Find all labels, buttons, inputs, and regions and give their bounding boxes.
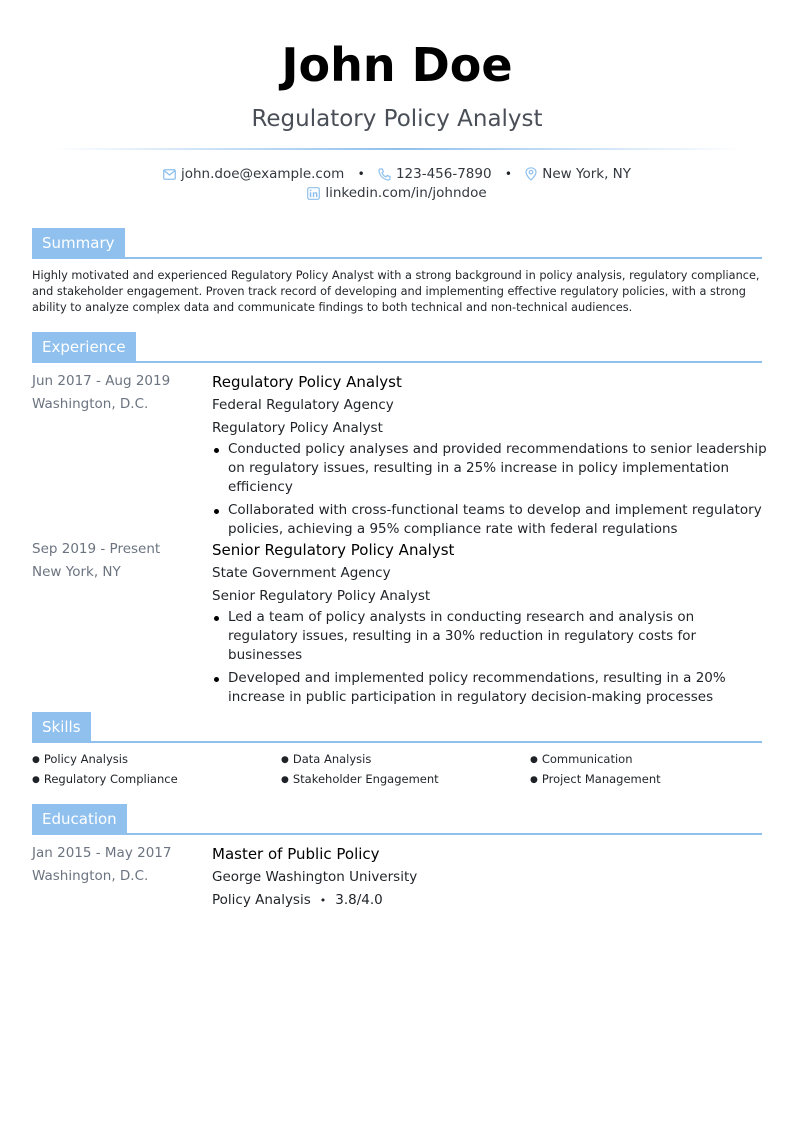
experience-role: Regulatory Policy Analyst xyxy=(212,373,402,391)
section-title: Experience xyxy=(32,332,136,363)
skill-item: ● Stakeholder Engagement xyxy=(281,772,439,786)
experience-company: Federal Regulatory Agency xyxy=(212,397,394,413)
email-text: john.doe@example.com xyxy=(180,166,345,182)
section-title: Skills xyxy=(32,712,91,743)
section-experience-header xyxy=(32,332,762,363)
contact-row-2 xyxy=(0,185,794,201)
skill-item: ● Project Management xyxy=(530,772,661,786)
map-pin-icon xyxy=(525,167,537,181)
linkedin-icon xyxy=(307,187,320,200)
education-meta xyxy=(212,889,767,912)
education-dates: Jan 2015 - May 2017 xyxy=(32,845,172,861)
separator-dot: • xyxy=(319,894,327,907)
contact-linkedin[interactable] xyxy=(307,185,486,201)
separator-dot: • xyxy=(504,167,512,181)
skill-item: ● Communication xyxy=(530,752,633,766)
experience-location: New York, NY xyxy=(32,564,121,580)
education-school: George Washington University xyxy=(212,869,418,885)
section-summary-header xyxy=(32,228,762,259)
experience-dates: Jun 2017 - Aug 2019 xyxy=(32,373,171,389)
summary-text: Highly motivated and experienced Regulatory Policy Analyst with a strong background in policy analysis, regulatory compliance, and stakeholder engagement. Proven track record of developing and implementing effective regulatory policies, with a strong ability to analyze complex data and communicate findings to both technical and non-technical audiences. xyxy=(32,269,760,314)
header-divider xyxy=(52,148,742,150)
mail-icon xyxy=(163,169,176,180)
location-text: New York, NY xyxy=(542,166,631,182)
experience-position: Regulatory Policy Analyst xyxy=(212,420,383,436)
experience-dates: Sep 2019 - Present xyxy=(32,541,161,557)
education-location: Washington, D.C. xyxy=(32,868,149,884)
experience-bullets xyxy=(212,440,767,539)
section-title: Summary xyxy=(32,228,125,259)
section-skills-header xyxy=(32,712,762,743)
candidate-name: John Doe xyxy=(281,38,513,92)
experience-position: Senior Regulatory Policy Analyst xyxy=(212,588,431,604)
phone-text: 123-456-7890 xyxy=(395,166,492,182)
experience-company: State Government Agency xyxy=(212,565,391,581)
bullet-item: Led a team of policy analysts in conducting research and analysis on regulatory issues, resulting in a 30% reduction in regulatory costs for businesses xyxy=(212,608,767,665)
skill-item: ● Policy Analysis xyxy=(32,752,128,766)
skill-item: ● Regulatory Compliance xyxy=(32,772,178,786)
section-education-header xyxy=(32,804,762,835)
separator-dot: • xyxy=(357,167,365,181)
bullet-item: Conducted policy analyses and provided recommendations to senior leadership on regulatory issues, resulting in a 25% increase in policy implementation efficiency xyxy=(212,440,767,497)
education-gpa: 3.8/4.0 xyxy=(335,892,383,908)
experience-role: Senior Regulatory Policy Analyst xyxy=(212,541,455,559)
contact-location xyxy=(525,166,631,182)
education-degree: Master of Public Policy xyxy=(212,845,380,863)
section-title: Education xyxy=(32,804,127,835)
contact-email[interactable] xyxy=(163,166,344,182)
skill-item: ● Data Analysis xyxy=(281,752,372,766)
contact-row xyxy=(0,166,794,182)
phone-icon xyxy=(378,168,391,181)
linkedin-text: linkedin.com/in/johndoe xyxy=(325,185,487,201)
education-field: Policy Analysis xyxy=(212,892,311,908)
contact-phone[interactable] xyxy=(378,166,492,182)
job-title: Regulatory Policy Analyst xyxy=(251,106,543,132)
bullet-item: Collaborated with cross-functional teams to develop and implement regulatory policies, achieving a 95% compliance rate with federal regulations xyxy=(212,501,767,539)
bullet-item: Developed and implemented policy recommendations, resulting in a 20% increase in public participation in regulatory decision-making processes xyxy=(212,669,767,707)
experience-location: Washington, D.C. xyxy=(32,396,149,412)
experience-bullets xyxy=(212,608,767,707)
